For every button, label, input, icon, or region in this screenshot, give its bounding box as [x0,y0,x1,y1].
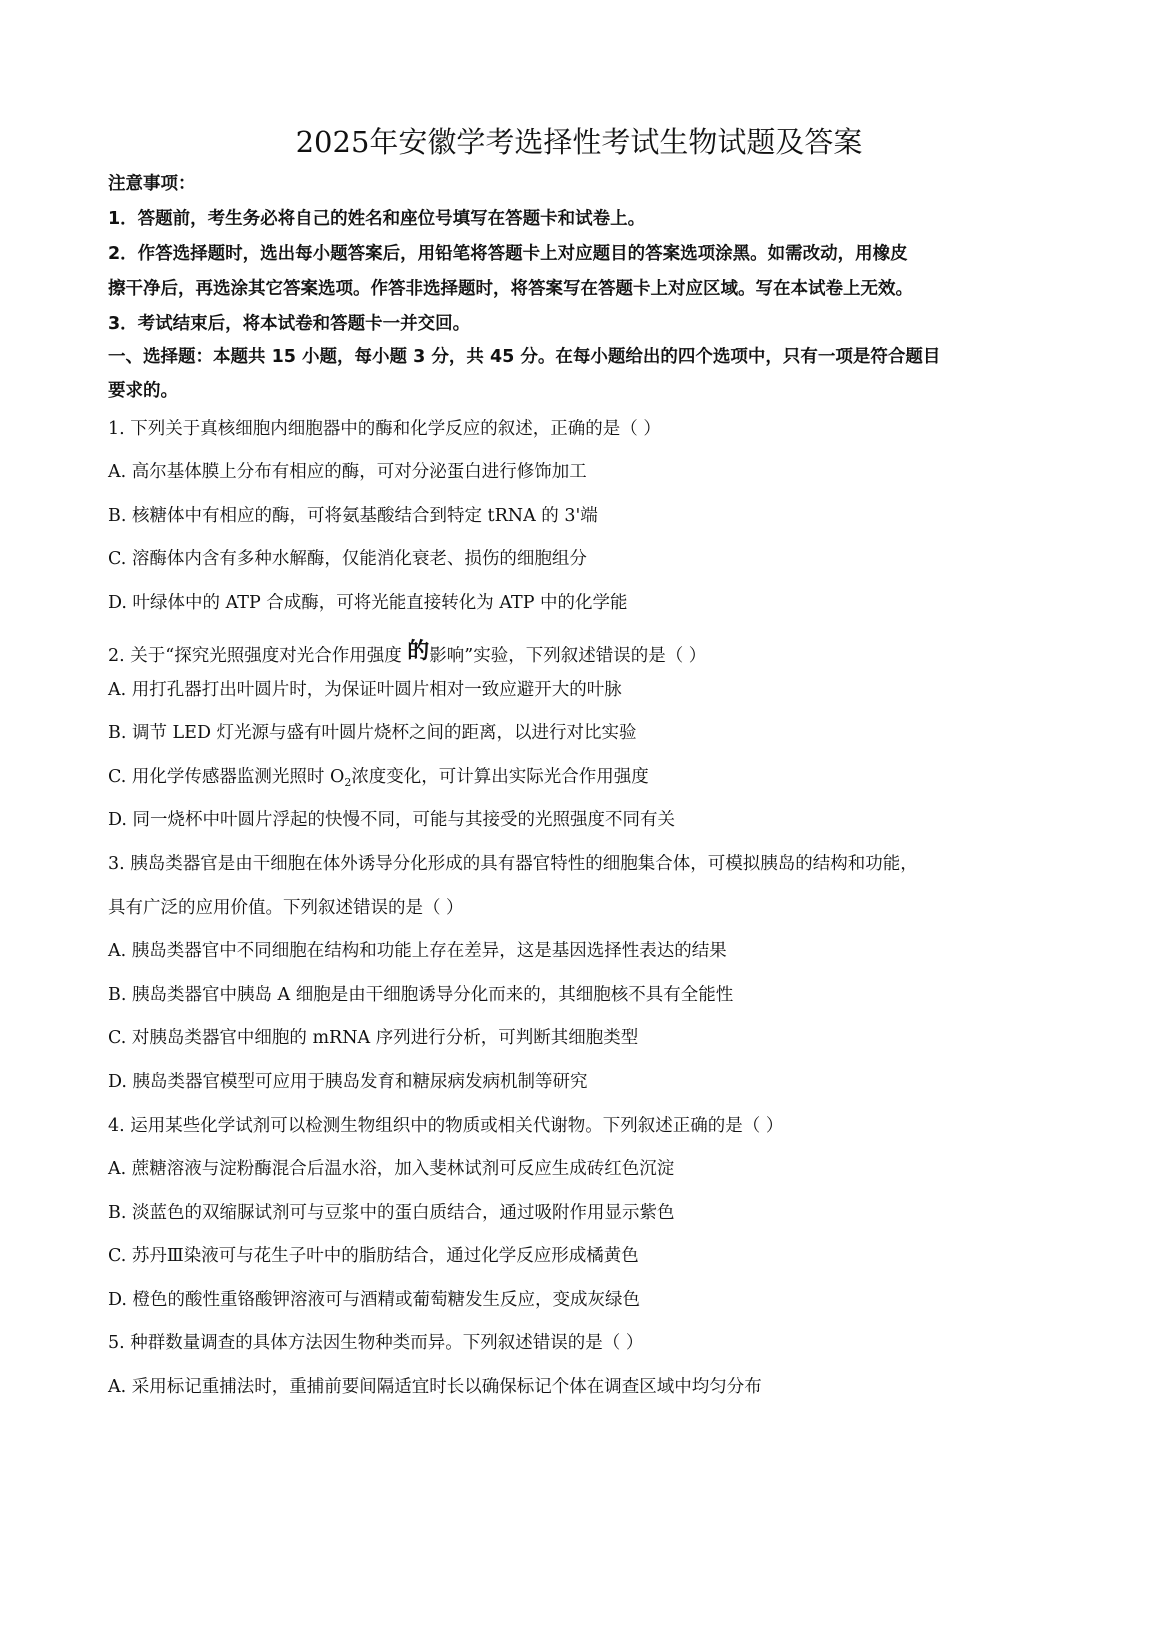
question-3-option-b: B. 胰岛类器官中胰岛 A 细胞是由干细胞诱导分化而来的，其细胞核不具有全能性 [108,985,734,1005]
question-4-option-a: A. 蔗糖溶液与淀粉酶混合后温水浴，加入斐林试剂可反应生成砖红色沉淀 [108,1159,675,1179]
question-1-option-d: D. 叶绿体中的 ATP 合成酶，可将光能直接转化为 ATP 中的化学能 [108,593,628,613]
question-4-option-d: D. 橙色的酸性重铬酸钾溶液可与酒精或葡萄糖发生反应，变成灰绿色 [108,1290,641,1310]
question-2-stem [108,634,706,667]
question-4-stem: 4. 运用某些化学试剂可以检测生物组织中的物质或相关代谢物。下列叙述正确的是（ ） [108,1116,784,1136]
question-3-option-d: D. 胰岛类器官模型可应用于胰岛发育和糖尿病发病机制等研究 [108,1072,588,1092]
section-heading-line-1: 一、选择题：本题共 15 小题，每小题 3 分，共 45 分。在每小题给出的四个选项中，只有一项是符合题目 [108,347,941,367]
question-3-option-c: C. 对胰岛类器官中细胞的 mRNA 序列进行分析，可判断其细胞类型 [108,1028,639,1048]
question-5-stem: 5. 种群数量调查的具体方法因生物种类而异。下列叙述错误的是（ ） [108,1333,644,1353]
notice-heading: 注意事项： [108,174,196,194]
question-1-option-b: B. 核糖体中有相应的酶，可将氨基酸结合到特定 tRNA 的 3'端 [108,506,598,526]
question-2-option-a: A. 用打孔器打出叶圆片时，为保证叶圆片相对一致应避开大的叶脉 [108,680,622,700]
question-2-option-b: B. 调节 LED 灯光源与盛有叶圆片烧杯之间的距离，以进行对比实验 [108,723,637,743]
question-2-stem-de: 的 [407,638,430,664]
question-2-option-c [108,763,649,789]
notice-item-3: 3．考试结束后，将本试卷和答题卡一并交回。 [108,314,471,334]
notice-item-2-line-1: 2．作答选择题时，选出每小题答案后，用铅笔将答题卡上对应题目的答案选项涂黑。如需改动，用橡皮 [108,244,908,264]
question-1-option-c: C. 溶酶体内含有多种水解酶，仅能消化衰老、损伤的细胞组分 [108,549,587,569]
question-1-option-a: A. 高尔基体膜上分布有相应的酶，可对分泌蛋白进行修饰加工 [108,462,587,482]
question-2-stem-part-1: 2. 关于“探究光照强度对光合作用强度 [108,646,408,666]
question-3-stem-line-1: 3. 胰岛类器官是由干细胞在体外诱导分化形成的具有器官特性的细胞集合体，可模拟胰岛的结构和功能， [108,854,918,874]
question-5-option-a: A. 采用标记重捕法时，重捕前要间隔适宜时长以确保标记个体在调查区域中均匀分布 [108,1377,762,1397]
question-2-option-c-part-1: C. 用化学传感器监测光照时 O [108,767,345,787]
page-title: 2025年安徽学考选择性考试生物试题及答案 [295,125,863,159]
section-heading-line-2: 要求的。 [108,381,178,401]
question-2-stem-part-2: 影响”实验，下列叙述错误的是（ ） [429,646,707,666]
notice-item-2-line-2: 擦干净后，再选涂其它答案选项。作答非选择题时，将答案写在答题卡上对应区域。写在本试卷上无效。 [108,279,913,299]
question-3-option-a: A. 胰岛类器官中不同细胞在结构和功能上存在差异，这是基因选择性表达的结果 [108,941,727,961]
notice-item-1: 1．答题前，考生务必将自己的姓名和座位号填写在答题卡和试卷上。 [108,209,646,229]
question-1-stem: 1. 下列关于真核细胞内细胞器中的酶和化学反应的叙述，正确的是（ ） [108,419,661,439]
question-3-stem-line-2: 具有广泛的应用价值。下列叙述错误的是（ ） [108,898,464,918]
question-2-option-d: D. 同一烧杯中叶圆片浮起的快慢不同，可能与其接受的光照强度不同有关 [108,810,676,830]
question-2-option-c-part-2: 浓度变化，可计算出实际光合作用强度 [351,767,649,787]
question-4-option-c: C. 苏丹Ⅲ染液可与花生子叶中的脂肪结合，通过化学反应形成橘黄色 [108,1246,639,1266]
question-2-option-c-subscript: 2 [344,776,352,789]
question-4-option-b: B. 淡蓝色的双缩脲试剂可与豆浆中的蛋白质结合，通过吸附作用显示紫色 [108,1203,675,1223]
